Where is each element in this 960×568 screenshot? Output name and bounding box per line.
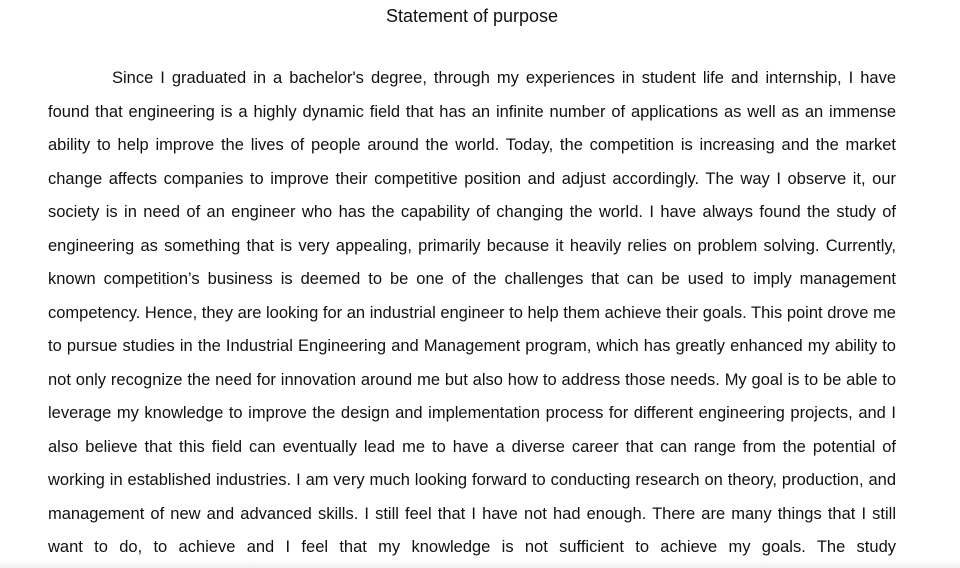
- body-paragraph: Since I graduated in a bachelor's degree, through my experiences in student life and internship, I have found that engineering is a highly dynamic field that has an infinite number of applications as well as an immense ability to help improve the lives of people around the world. Today, the competition is increasing and the market change affects companies to improve their competitive position and adjust accordingly. The way I observe it, our society is in need of an engineer who has the capability of changing the world. I have always found the study of engineering as something that is very appealing, primarily because it heavily relies on problem solving. Currently, known competition’s business is deemed to be one of the challenges that can be used to imply management competency. Hence, they are looking for an industrial engineer to help them achieve their goals. This point drove me to pursue studies in the Industrial Engineering and Management program, which has greatly enhanced my ability to not only recognize the need for innovation around me but also how to address those needs. My goal is to be able to leverage my knowledge to improve the design and implementation process for different engineering projects, and I also believe that this field can eventually lead me to have a diverse career that can range from the potential of working in established industries. I am very much looking forward to conducting research on theory, production, and management of new and advanced skills. I still feel that I have not had enough. There are many things that I still want to do, to achieve and I feel that my knowledge is not sufficient to achieve my goals. The study: [48, 69, 896, 556]
- page-title: Statement of purpose: [385, 6, 559, 26]
- page-edge-shadow: [0, 560, 960, 568]
